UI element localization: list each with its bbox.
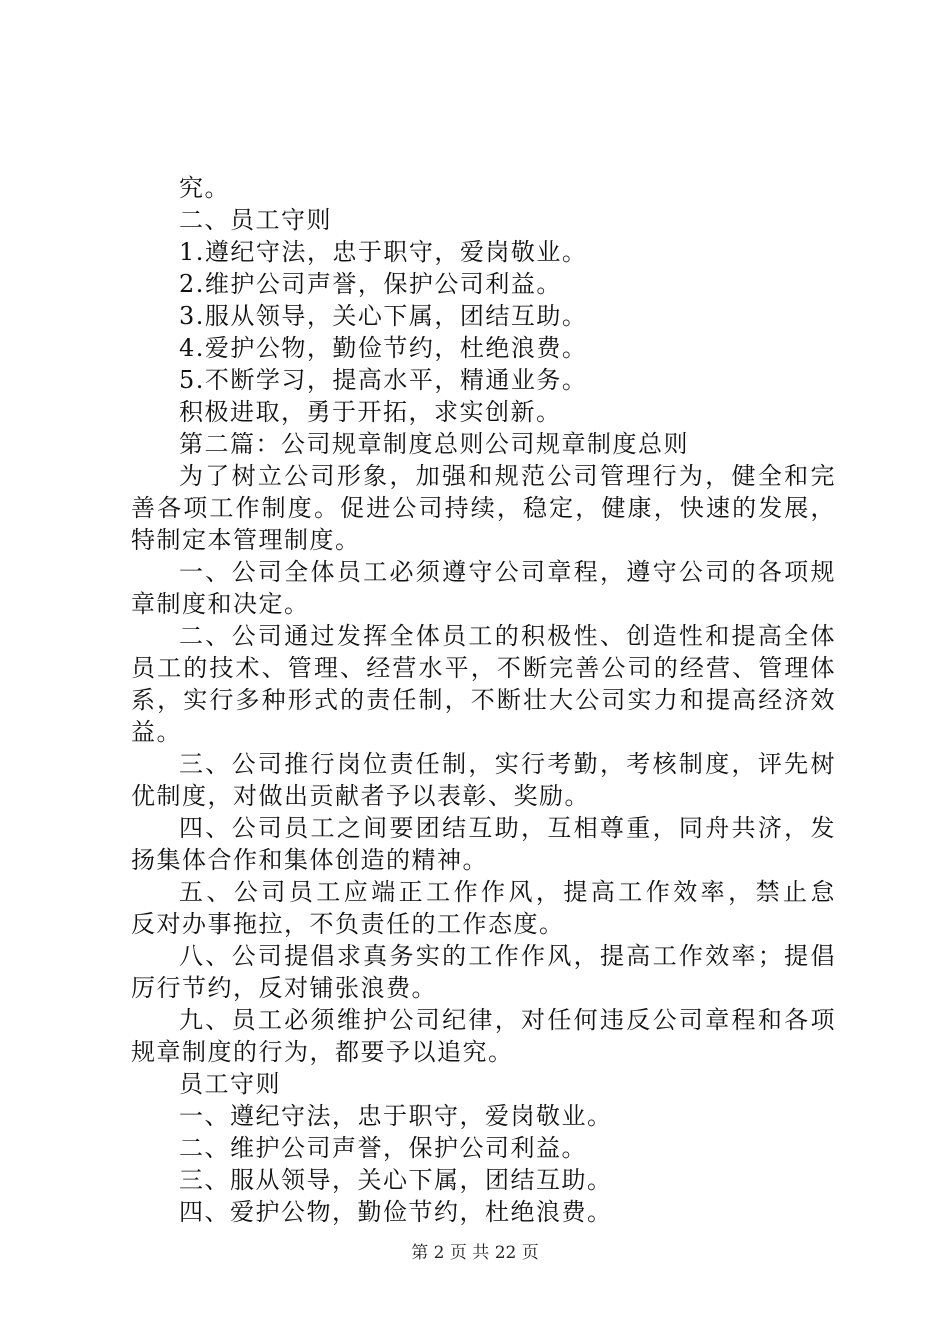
paragraph-line: 八、公司提倡求真务实的工作作风，提高工作效率；提倡 [179, 942, 836, 970]
list-item: 二、维护公司声誉，保护公司利益。 [179, 1134, 587, 1162]
list-item: 5.不断学习，提高水平，精通业务。 [179, 366, 588, 394]
list-item: 1.遵纪守法，忠于职守，爱岗敬业。 [179, 238, 588, 266]
paragraph-line: 规章制度的行为，都要予以追究。 [131, 1038, 514, 1066]
paragraph-line: 章制度和决定。 [131, 590, 310, 618]
document-body [131, 172, 836, 1228]
paragraph-line: 为了树立公司形象，加强和规范公司管理行为，健全和完 [179, 462, 836, 490]
paragraph-line: 善各项工作制度。促进公司持续，稳定，健康，快速的发展， [131, 494, 836, 522]
list-item: 2.维护公司声誉，保护公司利益。 [179, 270, 562, 298]
chapter-heading: 第二篇：公司规章制度总则公司规章制度总则 [179, 430, 689, 458]
list-item: 4.爱护公物，勤俭节约，杜绝浪费。 [179, 334, 588, 362]
section-heading: 二、员工守则 [179, 206, 332, 234]
paragraph-line: 特制定本管理制度。 [131, 526, 361, 554]
paragraph-line: 员工的技术、管理、经营水平，不断完善公司的经营、管理体 [131, 654, 836, 682]
section-heading: 员工守则 [179, 1070, 281, 1098]
paragraph-line: 五、公司员工应端正工作作风，提高工作效率，禁止怠 [179, 878, 836, 906]
text-line: 究。 [179, 174, 230, 202]
paragraph-line: 三、公司推行岗位责任制，实行考勤，考核制度，评先树 [179, 750, 836, 778]
list-item: 三、服从领导，关心下属，团结互助。 [179, 1166, 613, 1194]
paragraph-line: 反对办事拖拉，不负责任的工作态度。 [131, 910, 565, 938]
paragraph-line: 四、公司员工之间要团结互助，互相尊重，同舟共济，发 [179, 814, 836, 842]
paragraph-line: 厉行节约，反对铺张浪费。 [131, 974, 437, 1002]
paragraph-line: 系，实行多种形式的责任制，不断壮大公司实力和提高经济效 [131, 686, 836, 714]
list-item: 四、爱护公物，勤俭节约，杜绝浪费。 [179, 1198, 613, 1226]
paragraph-line: 一、公司全体员工必须遵守公司章程，遵守公司的各项规 [179, 558, 836, 586]
paragraph-line: 扬集体合作和集体创造的精神。 [131, 846, 488, 874]
page-footer: 第 2 页 共 22 页 [411, 1243, 539, 1263]
paragraph-line: 益。 [131, 718, 182, 746]
list-item: 一、遵纪守法，忠于职守，爱岗敬业。 [179, 1102, 613, 1130]
paragraph-line: 二、公司通过发挥全体员工的积极性、创造性和提高全体 [179, 622, 836, 650]
list-item: 3.服从领导，关心下属，团结互助。 [179, 302, 588, 330]
text-line: 积极进取，勇于开拓，求实创新。 [179, 398, 562, 426]
paragraph-line: 优制度，对做出贡献者予以表彰、奖励。 [131, 782, 590, 810]
paragraph-line: 九、员工必须维护公司纪律，对任何违反公司章程和各项 [179, 1006, 836, 1034]
